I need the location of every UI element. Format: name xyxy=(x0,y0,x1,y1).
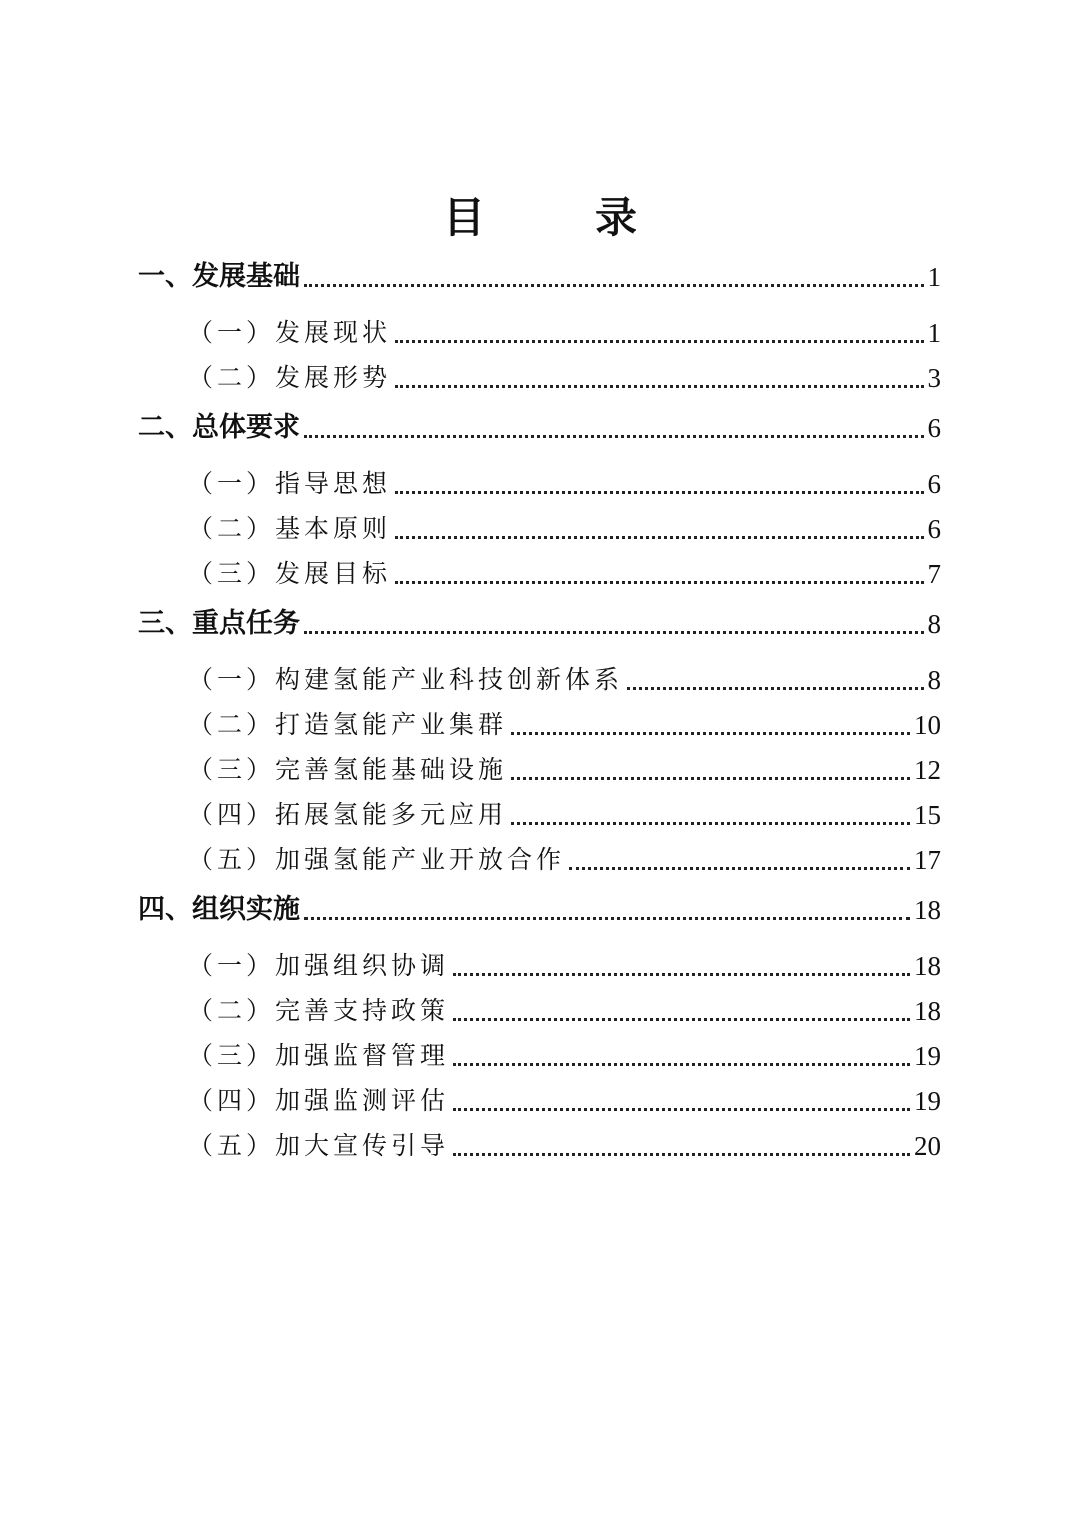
dot-leader xyxy=(304,917,910,920)
toc-subsection-label: （四）拓展氢能多元应用 xyxy=(188,800,508,829)
toc-subsection-label: （二）完善支持政策 xyxy=(188,996,450,1025)
toc-subsection-row[interactable] xyxy=(138,834,941,879)
dot-leader xyxy=(511,822,910,825)
page-number: 10 xyxy=(914,710,941,740)
toc-section-label: 二、总体要求 xyxy=(138,412,300,443)
dot-leader xyxy=(395,491,923,494)
toc-subsection-row[interactable] xyxy=(138,352,941,397)
dot-leader xyxy=(627,687,923,690)
dot-leader xyxy=(304,435,924,438)
toc-subsection-row[interactable] xyxy=(138,789,941,834)
dot-leader xyxy=(511,732,910,735)
toc-section-label: 四、组织实施 xyxy=(138,894,300,925)
page-number: 6 xyxy=(927,469,941,499)
toc-section-row[interactable] xyxy=(138,246,941,296)
dot-leader xyxy=(395,581,923,584)
page-number: 18 xyxy=(914,951,941,981)
toc-subsection-label: （一）构建氢能产业科技创新体系 xyxy=(188,665,624,694)
page-number: 1 xyxy=(927,318,941,348)
toc-subsection-label: （三）完善氢能基础设施 xyxy=(188,755,508,784)
toc-subsection-row[interactable] xyxy=(138,503,941,548)
page-number: 17 xyxy=(914,845,941,875)
toc-section-row[interactable] xyxy=(138,879,941,929)
toc-subsection-label: （一）加强组织协调 xyxy=(188,951,450,980)
dot-leader xyxy=(453,1063,910,1066)
toc-subsection-label: （一）发展现状 xyxy=(188,318,392,347)
toc-subsection-row[interactable] xyxy=(138,744,941,789)
page-number: 8 xyxy=(927,665,941,695)
toc-subsection-row[interactable] xyxy=(138,643,941,699)
toc-subsection-label: （二）基本原则 xyxy=(188,514,392,543)
toc-subsection-label: （五）加大宣传引导 xyxy=(188,1131,450,1160)
toc-subsection-row[interactable] xyxy=(138,1075,941,1120)
dot-leader xyxy=(395,340,923,343)
dot-leader xyxy=(453,1108,910,1111)
page-number: 15 xyxy=(914,800,941,830)
dot-leader xyxy=(395,385,923,388)
toc-subsection-label: （三）加强监督管理 xyxy=(188,1041,450,1070)
page-title: 目 录 xyxy=(442,193,671,242)
toc-subsection-label: （四）加强监测评估 xyxy=(188,1086,450,1115)
toc-section-row[interactable] xyxy=(138,397,941,447)
toc-subsection-row[interactable] xyxy=(138,1030,941,1075)
page-number: 20 xyxy=(914,1131,941,1161)
toc-subsection-row[interactable] xyxy=(138,447,941,503)
toc-subsection-row[interactable] xyxy=(138,1120,941,1165)
page-number: 8 xyxy=(927,609,941,639)
dot-leader xyxy=(453,973,910,976)
page-number: 19 xyxy=(914,1041,941,1071)
toc-subsection-row[interactable] xyxy=(138,548,941,593)
toc-section-label: 三、重点任务 xyxy=(138,608,300,639)
dot-leader xyxy=(304,631,924,634)
dot-leader xyxy=(511,777,910,780)
dot-leader xyxy=(453,1018,910,1021)
dot-leader xyxy=(395,536,923,539)
toc-section-row[interactable] xyxy=(138,593,941,643)
page-number: 3 xyxy=(927,363,941,393)
page-number: 19 xyxy=(914,1086,941,1116)
page-number: 1 xyxy=(927,262,941,292)
dot-leader xyxy=(304,284,924,287)
page-number: 12 xyxy=(914,755,941,785)
toc-subsection-row[interactable] xyxy=(138,699,941,744)
dot-leader xyxy=(453,1153,910,1156)
toc-subsection-label: （二）打造氢能产业集群 xyxy=(188,710,508,739)
toc-subsection-row[interactable] xyxy=(138,985,941,1030)
toc-subsection-row[interactable] xyxy=(138,296,941,352)
toc-subsection-label: （二）发展形势 xyxy=(188,363,392,392)
page-number: 18 xyxy=(914,996,941,1026)
toc-subsection-row[interactable] xyxy=(138,929,941,985)
table-of-contents xyxy=(138,246,941,1165)
page-number: 6 xyxy=(927,413,941,443)
toc-subsection-label: （一）指导思想 xyxy=(188,469,392,498)
toc-subsection-label: （三）发展目标 xyxy=(188,559,392,588)
page-number: 7 xyxy=(927,559,941,589)
page-number: 18 xyxy=(914,895,941,925)
dot-leader xyxy=(569,867,910,870)
page-number: 6 xyxy=(927,514,941,544)
toc-subsection-label: （五）加强氢能产业开放合作 xyxy=(188,845,566,874)
toc-section-label: 一、发展基础 xyxy=(138,261,300,292)
